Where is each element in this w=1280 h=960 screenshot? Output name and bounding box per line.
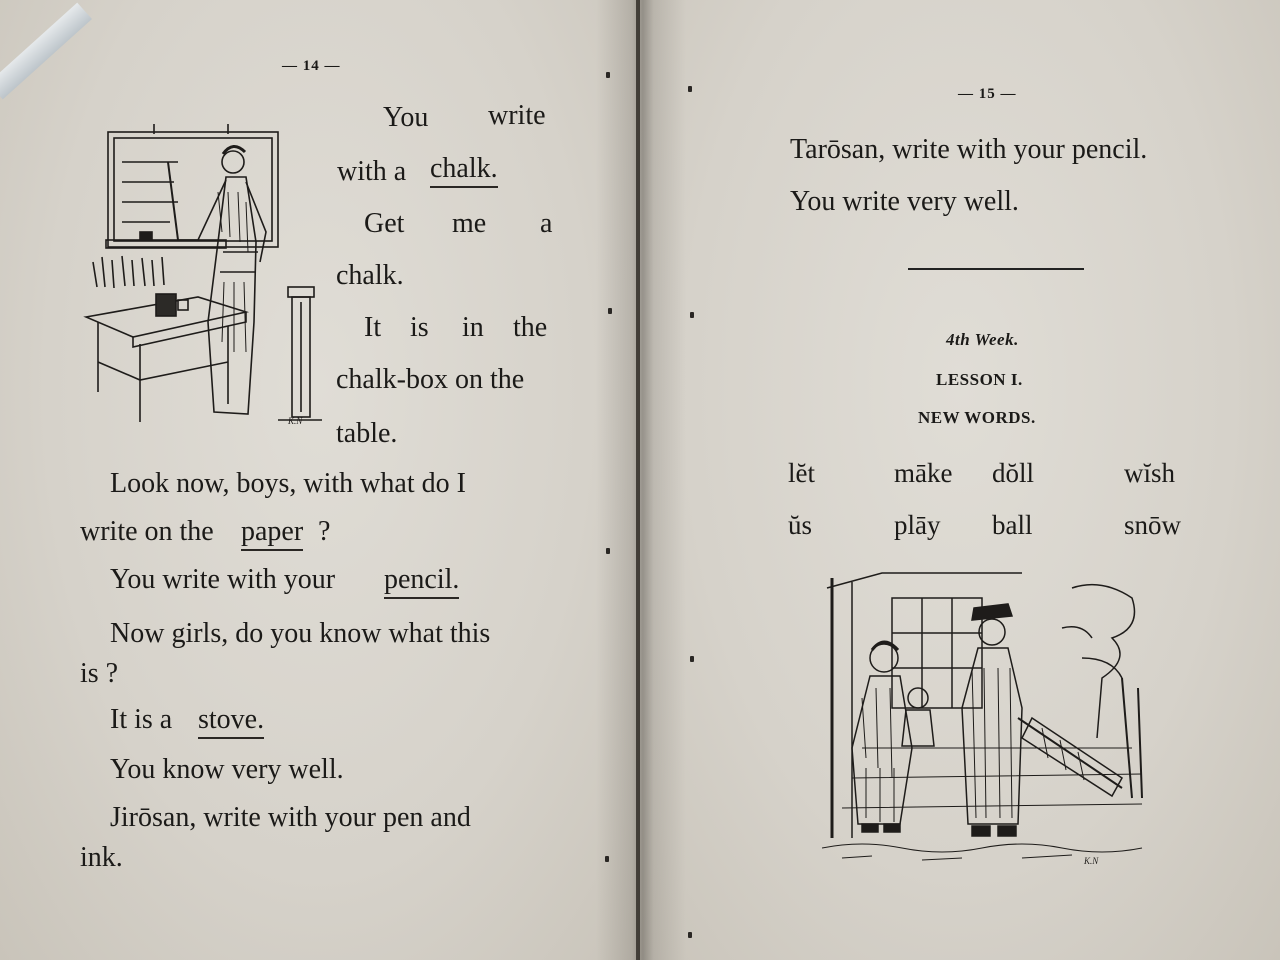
text-write-well-line: You write very well. xyxy=(790,186,1019,217)
text-line-13b-underlined: stove. xyxy=(198,706,264,739)
text-line-2a: with a xyxy=(337,156,407,187)
text-line-9a: write on the xyxy=(80,516,214,547)
new-word: lĕt xyxy=(788,458,815,488)
new-words-heading: NEW WORDS. xyxy=(918,408,1036,427)
children-in-snow-illustration xyxy=(822,568,1164,870)
text-line-3b: me xyxy=(452,208,487,239)
illustration-signature-left: K.N xyxy=(288,416,303,426)
text-taro-line: Tarōsan, write with your pencil. xyxy=(790,134,1148,165)
binding-stitch xyxy=(606,548,610,554)
illustration-signature-right: K.N xyxy=(1084,856,1099,866)
text-line-7: table. xyxy=(336,418,398,449)
binding-stitch xyxy=(688,86,692,92)
binding-stitch xyxy=(690,312,694,318)
text-line-16: ink. xyxy=(80,842,123,873)
page-number-left: — 14 — xyxy=(282,58,341,74)
week-heading: 4th Week. xyxy=(946,330,1019,349)
text-line-6: chalk-box on the xyxy=(336,364,525,395)
page-corner-tab xyxy=(0,3,92,100)
text-line-15: Jirōsan, write with your pen and xyxy=(110,802,471,833)
new-word: snōw xyxy=(1124,510,1182,540)
text-line-1b: write xyxy=(488,100,546,131)
new-word: ŭs xyxy=(788,510,813,540)
page-right xyxy=(640,0,1280,960)
text-line-10b-underlined: pencil. xyxy=(384,566,459,599)
text-line-5a: It xyxy=(364,312,382,343)
page-number-right: — 15 — xyxy=(958,86,1017,102)
lesson-heading: LESSON I. xyxy=(936,370,1023,389)
text-line-3a: Get xyxy=(364,208,405,239)
text-line-1a: You xyxy=(383,102,429,133)
new-word: wĭsh xyxy=(1124,458,1176,488)
text-line-9b-underlined: paper xyxy=(241,518,303,551)
text-line-11: Now girls, do you know what this xyxy=(110,618,491,649)
text-line-5b: is xyxy=(410,312,429,343)
text-line-13a: It is a xyxy=(110,704,173,735)
text-line-5d: the xyxy=(513,312,548,343)
text-line-3c: a xyxy=(540,208,553,239)
new-word: plāy xyxy=(894,510,941,540)
binding-stitch xyxy=(688,932,692,938)
text-line-2b-underlined: chalk. xyxy=(430,155,498,188)
new-word: māke xyxy=(894,458,953,488)
teacher-at-blackboard-illustration xyxy=(78,122,328,432)
text-line-10a: You write with your xyxy=(110,564,336,595)
new-word: dŏll xyxy=(992,458,1035,488)
text-line-4: chalk. xyxy=(336,260,404,291)
new-word: ball xyxy=(992,510,1033,540)
text-line-14: You know very well. xyxy=(110,754,344,785)
binding-stitch xyxy=(608,308,612,314)
binding-stitch xyxy=(690,656,694,662)
binding-stitch xyxy=(606,72,610,78)
section-divider-rule xyxy=(908,268,1084,270)
text-line-5c: in xyxy=(462,312,484,343)
page-left xyxy=(0,0,636,960)
binding-stitch xyxy=(605,856,609,862)
text-line-9c: ? xyxy=(318,516,331,547)
text-line-8: Look now, boys, with what do I xyxy=(110,468,466,499)
text-line-12: is ? xyxy=(80,658,119,689)
